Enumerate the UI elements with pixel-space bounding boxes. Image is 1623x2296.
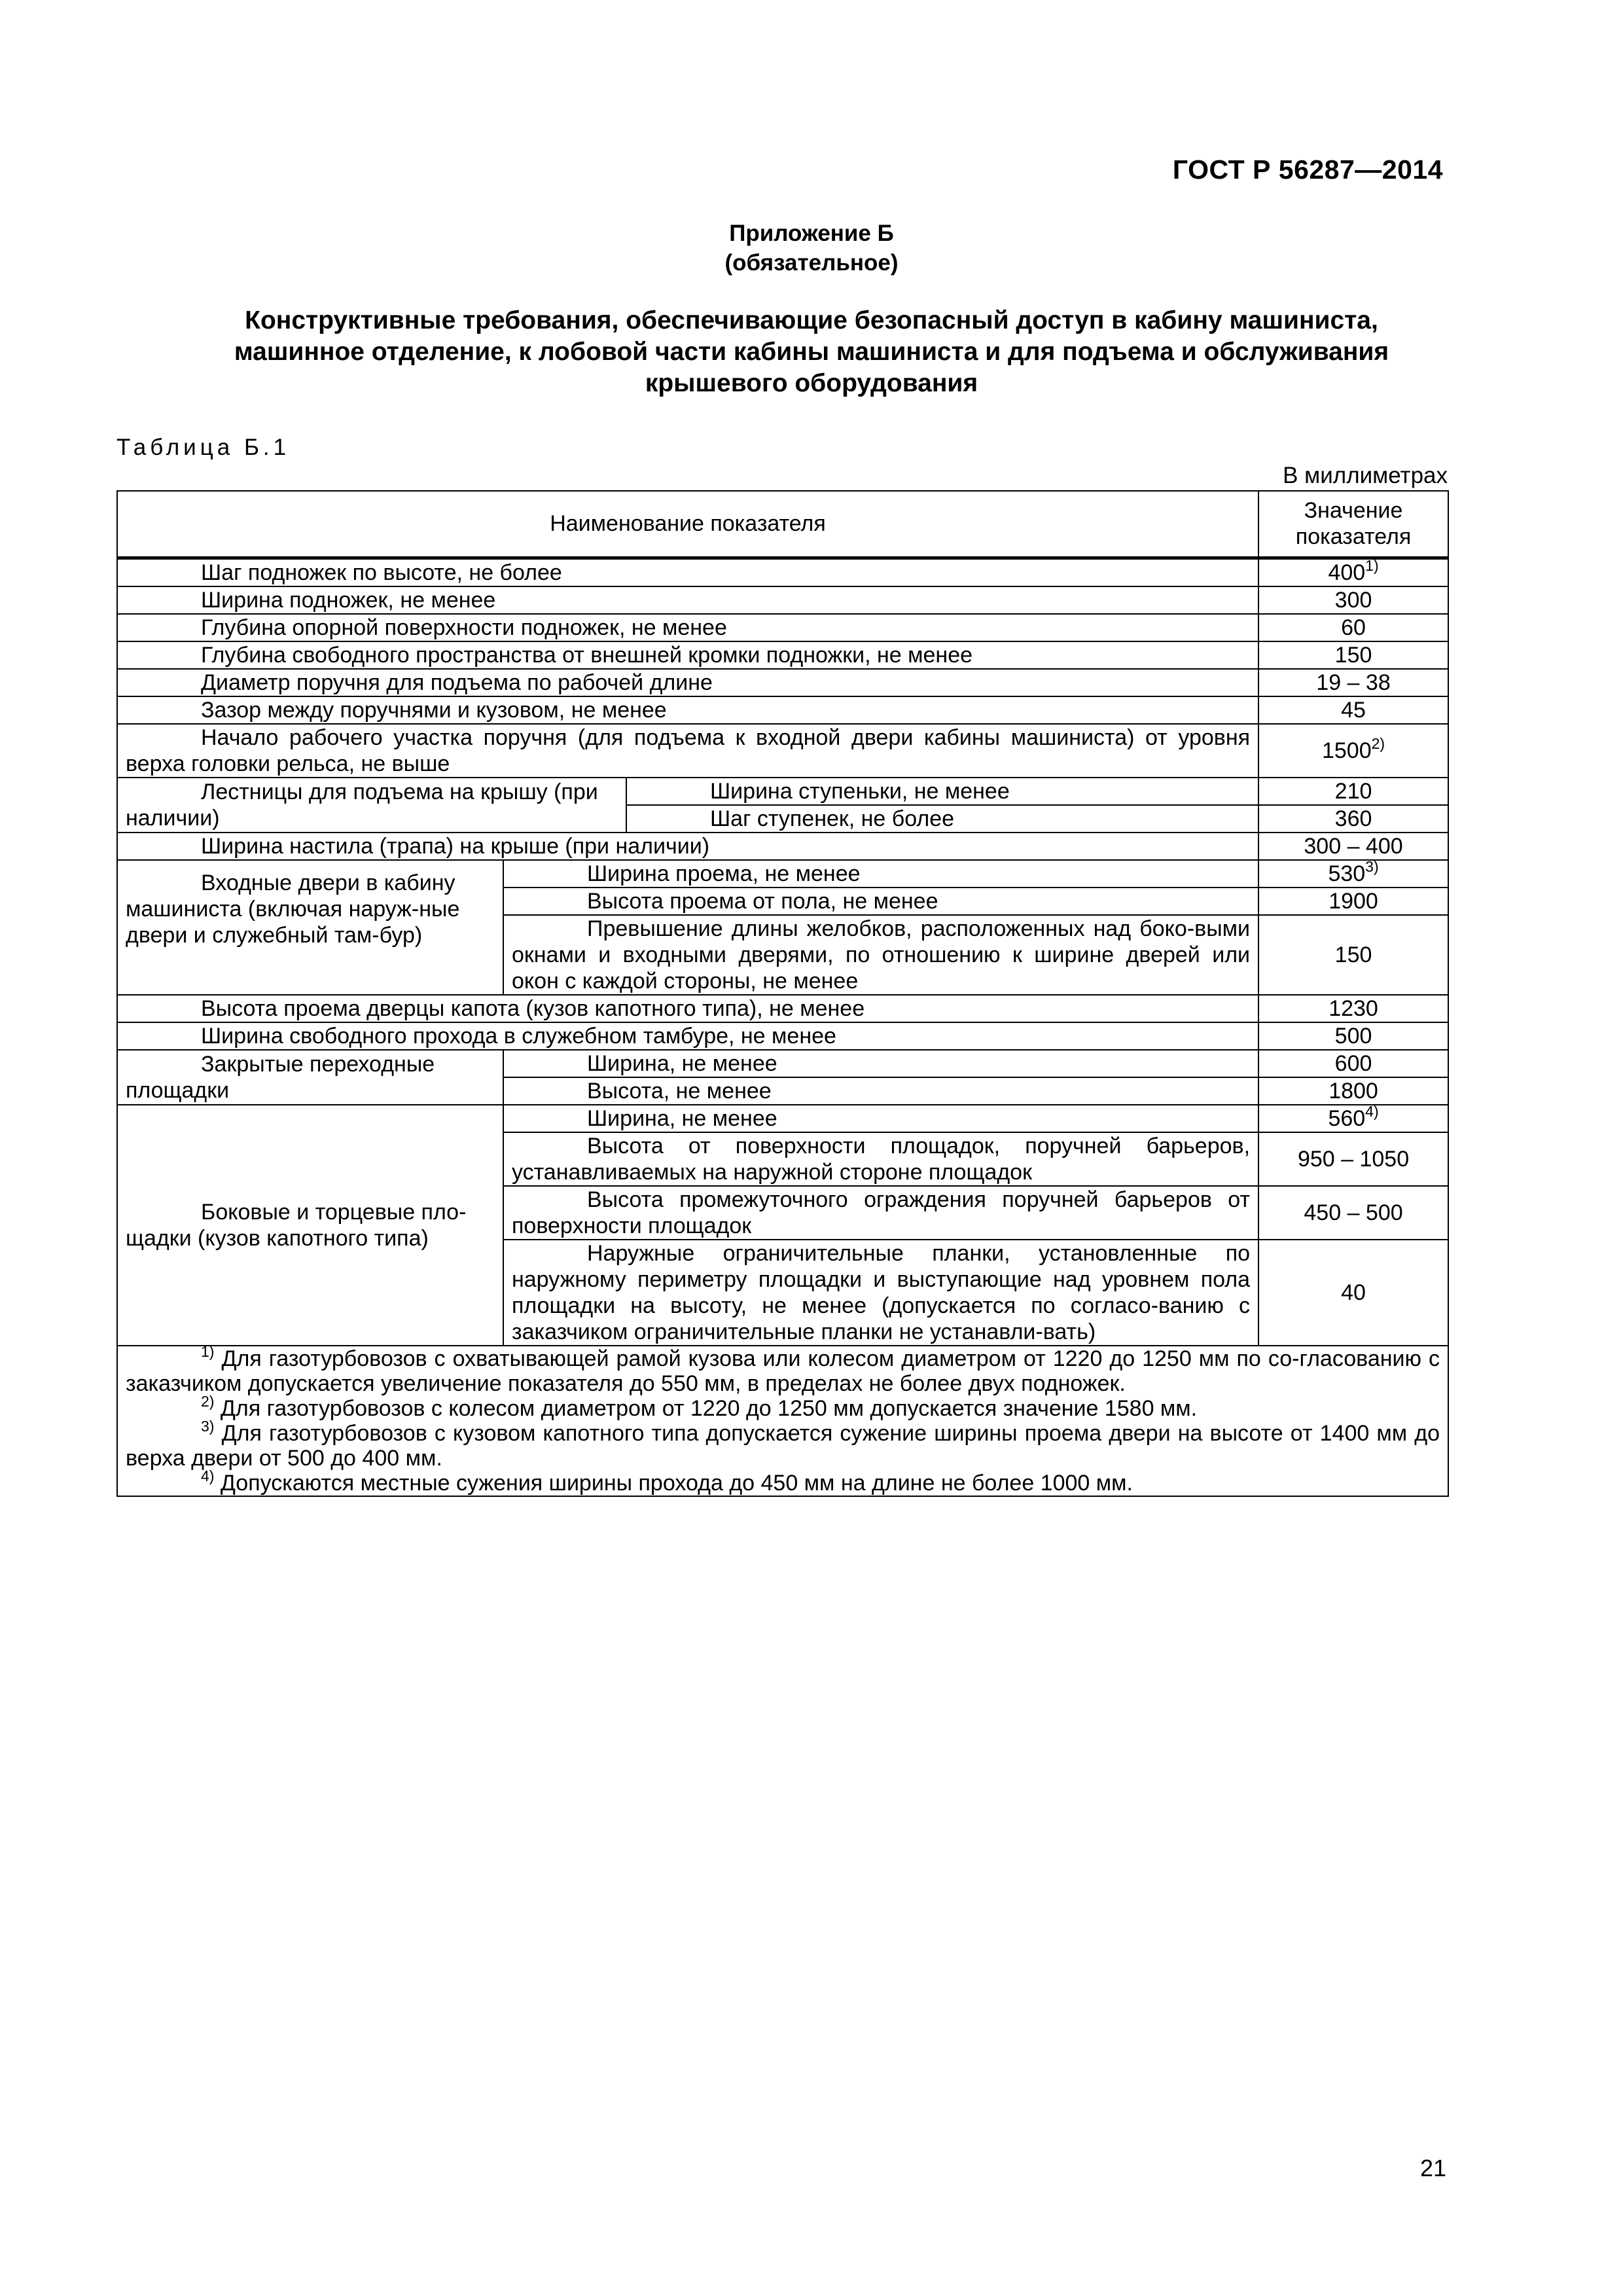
- footnote-ref: 1): [1365, 556, 1379, 574]
- units-note: В миллиметрах: [1283, 463, 1448, 488]
- footnote-ref: 3): [1365, 857, 1379, 875]
- row-label: Зазор между поручнями и кузовом, не менее: [117, 696, 1258, 724]
- row-label: Ширина проема, не менее: [503, 860, 1258, 888]
- row-value: 45: [1258, 696, 1448, 724]
- value-text: 530: [1328, 861, 1366, 886]
- footnote-ref: 4): [1365, 1102, 1379, 1120]
- row-value: 950 – 1050: [1258, 1132, 1448, 1186]
- row-label: Ширина настила (трапа) на крыше (при наличии): [117, 833, 1258, 860]
- footnotes-row: [117, 1346, 1448, 1496]
- header-value-line: Значение: [1304, 498, 1403, 524]
- appendix-status: (обязательное): [724, 250, 899, 276]
- table-row: [117, 724, 1448, 778]
- table-row: [117, 1105, 1448, 1132]
- row-value: 1800: [1258, 1077, 1448, 1105]
- row-value: 1900: [1258, 888, 1448, 915]
- value-text: 1500: [1321, 738, 1372, 763]
- requirements-table: [116, 490, 1449, 1497]
- value-text: 400: [1328, 560, 1366, 585]
- row-value: [1258, 724, 1448, 778]
- row-value: [1258, 1102, 1448, 1132]
- table-row: [117, 833, 1448, 860]
- standard-code: ГОСТ Р 56287—2014: [1172, 154, 1443, 185]
- footnote: [126, 1417, 1440, 1471]
- row-value: 60: [1258, 614, 1448, 641]
- table-row: [117, 641, 1448, 669]
- row-label: Шаг ступенек, не более: [626, 805, 1258, 833]
- row-value: 600: [1258, 1050, 1448, 1077]
- table-row: [117, 669, 1448, 696]
- footnote-text: Допускаются местные сужения ширины прохода до 450 мм на длине не более 1000 мм.: [214, 1470, 1133, 1496]
- header-value-line: показателя: [1295, 524, 1412, 550]
- footnote-text: Для газотурбовозов с кузовом капотного типа допускается сужение ширины проема двери на высоте от 1400 мм до верха двери от 500 до 400 мм.: [126, 1420, 1440, 1471]
- header-name-cell: Наименование показателя: [117, 491, 1258, 558]
- footnote-mark: 1): [201, 1342, 215, 1360]
- row-value: 40: [1258, 1240, 1448, 1346]
- row-label: Глубина опорной поверхности подножек, не менее: [117, 614, 1258, 641]
- row-label: Ширина свободного прохода в служебном тамбуре, не менее: [117, 1022, 1258, 1050]
- row-value: 450 – 500: [1258, 1186, 1448, 1240]
- group-label: Закрытые переходные площадки: [117, 1050, 503, 1105]
- row-label: Высота проема дверцы капота (кузов капотного типа), не менее: [117, 995, 1258, 1022]
- table-row: [117, 995, 1448, 1022]
- row-value: 210: [1258, 778, 1448, 805]
- table-row: [117, 614, 1448, 641]
- row-value: 300 – 400: [1258, 833, 1448, 860]
- table-caption: Таблица Б.1: [116, 435, 291, 460]
- row-label: Ширина ступеньки, не менее: [626, 778, 1258, 805]
- value-text: 560: [1328, 1105, 1366, 1131]
- row-value: 1230: [1258, 995, 1448, 1022]
- row-label: Наружные ограничительные планки, установленные по наружному периметру площадки и выступающие над уровнем пола площадки на высоту, не менее (допускается по согласо-ванию с заказчиком ограничительные планки не устанавли-вать): [503, 1240, 1258, 1346]
- row-label: Глубина свободного пространства от внешней кромки подножки, не менее: [117, 641, 1258, 669]
- table-row: [117, 586, 1448, 614]
- footnote: [126, 1392, 1440, 1421]
- footnotes-cell: [117, 1342, 1448, 1496]
- row-label: Начало рабочего участка поручня (для подъема к входной двери кабины машиниста) от уровня верха головки рельса, не выше: [117, 724, 1258, 778]
- group-label: Боковые и торцевые пло-щадки (кузов капотного типа): [117, 1105, 503, 1346]
- row-value: 150: [1258, 641, 1448, 669]
- row-value: 360: [1258, 805, 1448, 833]
- row-label: Ширина, не менее: [503, 1105, 1258, 1132]
- row-label: Высота от поверхности площадок, поручней барьеров, устанавливаемых на наружной стороне площадок: [503, 1132, 1258, 1186]
- group-label: Лестницы для подъема на крышу (при наличии): [117, 778, 626, 833]
- row-value: 500: [1258, 1022, 1448, 1050]
- footnote-ref: 2): [1371, 734, 1385, 752]
- title-line: машинное отделение, к лобовой части кабины машиниста и для подъема и обслуживания: [234, 338, 1389, 366]
- row-label: Высота проема от пола, не менее: [503, 888, 1258, 915]
- row-value: 150: [1258, 915, 1448, 995]
- appendix-label: Приложение Б: [729, 221, 894, 246]
- row-label: Высота промежуточного ограждения поручней барьеров от поверхности площадок: [503, 1186, 1258, 1240]
- header-value-cell: [1258, 491, 1448, 558]
- title-line: Конструктивные требования, обеспечивающие безопасный доступ в кабину машиниста,: [245, 306, 1378, 334]
- footnote-text: Для газотурбовозов с колесом диаметром от 1220 до 1250 мм допускается значение 1580 мм.: [214, 1395, 1198, 1421]
- row-label: Шаг подножек по высоте, не более: [117, 558, 1258, 586]
- table-row: [117, 1022, 1448, 1050]
- footnote-text: Для газотурбовозов с охватывающей рамой кузова или колесом диаметром от 1220 до 1250 мм по со-гласованию с заказчиком допускается увеличение показателя до 550 мм, в пределах не более двух подножек.: [126, 1346, 1440, 1396]
- table-row: [117, 558, 1448, 586]
- table-header-row: [117, 491, 1448, 558]
- footnote: [126, 1342, 1440, 1396]
- footnote: [126, 1467, 1440, 1496]
- row-label: Ширина, не менее: [503, 1050, 1258, 1077]
- table-row: [117, 1050, 1448, 1077]
- appendix-title: [118, 305, 1505, 399]
- row-label: Превышение длины желобков, расположенных над боко-выми окнами и входными дверями, по отношению к ширине дверей или окон с каждой стороны, не менее: [503, 915, 1258, 995]
- row-value: 300: [1258, 586, 1448, 614]
- row-label: Ширина подножек, не менее: [117, 586, 1258, 614]
- table-row: [117, 778, 1448, 805]
- row-value: 19 – 38: [1258, 669, 1448, 696]
- footnote-mark: 3): [201, 1417, 215, 1435]
- title-line: крышевого оборудования: [645, 369, 978, 397]
- row-label: Высота, не менее: [503, 1077, 1258, 1105]
- group-label: Входные двери в кабину машиниста (включая наруж-ные двери и служебный там-бур): [117, 860, 503, 995]
- row-value: [1258, 857, 1448, 888]
- table-row: [117, 696, 1448, 724]
- row-label: Диаметр поручня для подъема по рабочей длине: [117, 669, 1258, 696]
- appendix-heading: [0, 219, 1623, 278]
- footnote-mark: 2): [201, 1392, 215, 1410]
- footnote-mark: 4): [201, 1467, 215, 1484]
- row-value: [1258, 558, 1448, 586]
- page-number: 21: [1419, 2155, 1446, 2181]
- table-row: [117, 860, 1448, 888]
